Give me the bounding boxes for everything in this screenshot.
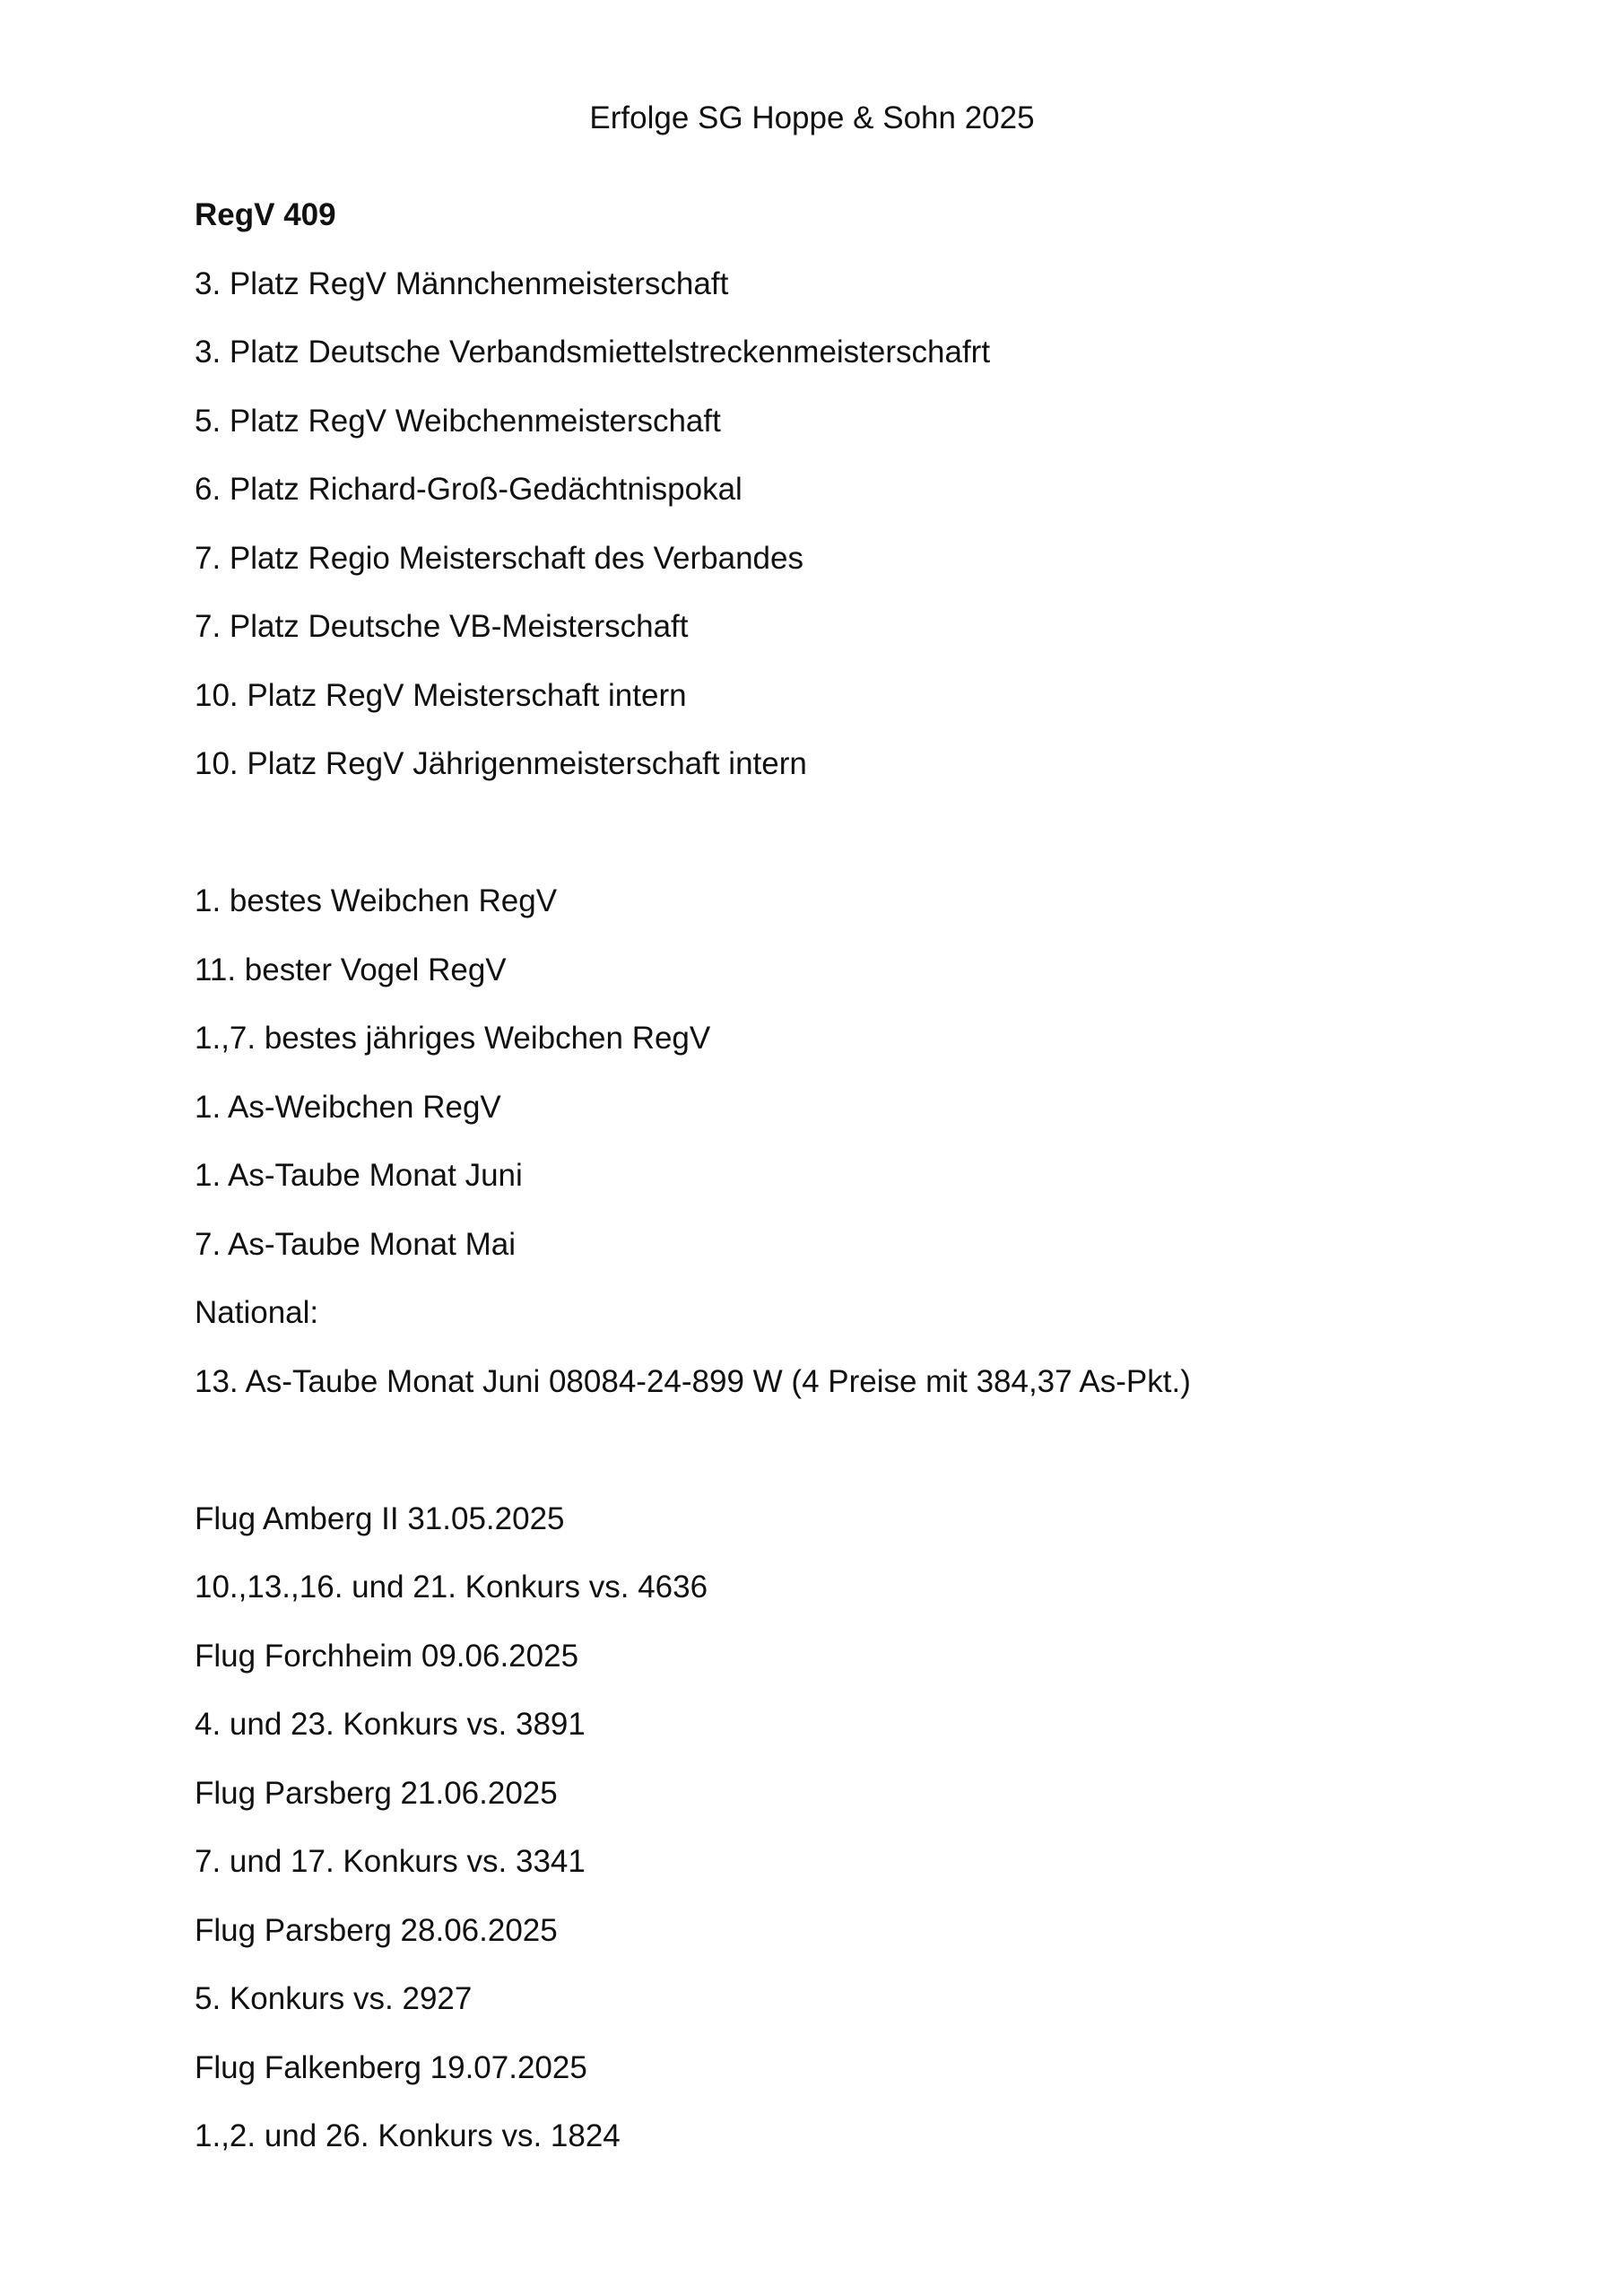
award-item: 11. bester Vogel RegV <box>195 952 507 987</box>
placement-item: 3. Platz Deutsche Verbandsmiettelstreckenmeisterschafrt <box>195 335 991 370</box>
blank-line <box>195 1429 1450 1498</box>
flight-result: 1.,2. und 26. Konkurs vs. 1824 <box>195 2118 621 2153</box>
placement-item: 7. Platz Regio Meisterschaft des Verbandes <box>195 540 803 576</box>
flight-result: 5. Konkurs vs. 2927 <box>195 1981 473 2016</box>
flight-name: Flug Parsberg 28.06.2025 <box>195 1912 558 1948</box>
awards-list <box>195 880 1450 1429</box>
flight-name: Flug Amberg II 31.05.2025 <box>195 1500 565 1536</box>
section-heading: RegV 409 <box>195 197 336 232</box>
document-body <box>195 194 1450 2184</box>
award-item: 13. As-Taube Monat Juni 08084-24-899 W (4 Preise mit 384,37 As-Pkt.) <box>195 1363 1191 1399</box>
flight-name: Flug Falkenberg 19.07.2025 <box>195 2049 587 2085</box>
flight-name: Flug Forchheim 09.06.2025 <box>195 1638 579 1674</box>
flights-list <box>195 1498 1450 2184</box>
national-label: National: <box>195 1295 319 1330</box>
blank-line <box>195 812 1450 881</box>
placement-item: 10. Platz RegV Jährigenmeisterschaft intern <box>195 746 807 781</box>
placement-item: 7. Platz Deutsche VB-Meisterschaft <box>195 609 689 644</box>
placement-item: 5. Platz RegV Weibchenmeisterschaft <box>195 403 721 439</box>
flight-name: Flug Parsberg 21.06.2025 <box>195 1775 558 1811</box>
document-title: Erfolge SG Hoppe & Sohn 2025 <box>589 100 1035 135</box>
award-item: 1. bestes Weibchen RegV <box>195 883 558 918</box>
award-item: 1. As-Taube Monat Juni <box>195 1158 523 1193</box>
award-item: 1. As-Weibchen RegV <box>195 1089 501 1125</box>
flight-result: 7. und 17. Konkurs vs. 3341 <box>195 1844 586 1879</box>
award-item: 1.,7. bestes jähriges Weibchen RegV <box>195 1021 711 1056</box>
placement-item: 10. Platz RegV Meisterschaft intern <box>195 677 687 713</box>
flight-result: 10.,13.,16. und 21. Konkurs vs. 4636 <box>195 1570 708 1605</box>
award-item: 7. As-Taube Monat Mai <box>195 1226 516 1262</box>
placements-list <box>195 263 1450 812</box>
placement-item: 3. Platz RegV Männchenmeisterschaft <box>195 265 729 301</box>
placement-item: 6. Platz Richard-Groß-Gedächtnispokal <box>195 472 743 507</box>
flight-result: 4. und 23. Konkurs vs. 3891 <box>195 1707 586 1742</box>
